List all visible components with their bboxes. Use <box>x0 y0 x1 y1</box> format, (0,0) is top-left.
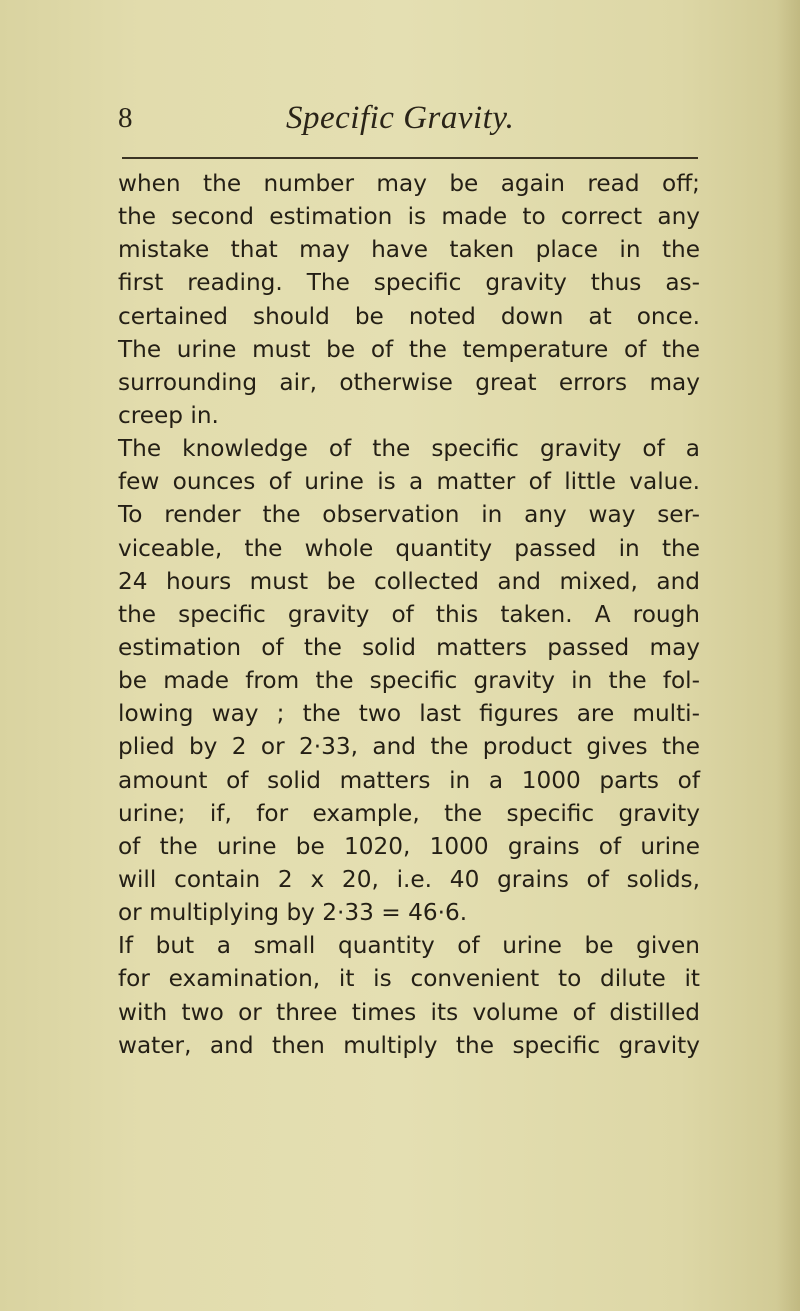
page-edge-shadow <box>776 0 800 1311</box>
header-rule <box>122 157 698 159</box>
page-number: 8 <box>118 102 133 134</box>
text-line: If but a small quantity of urine be given <box>118 932 700 960</box>
text-line: for examination, it is convenient to dilute it <box>118 965 700 993</box>
text-line: first reading. The specific gravity thus as- <box>118 269 700 297</box>
body-text <box>118 167 700 1062</box>
text-line: lowing way ; the two last figures are multi- <box>118 700 700 728</box>
text-line: mistake that may have taken place in the <box>118 236 700 264</box>
text-line: with two or three times its volume of distilled <box>118 998 700 1026</box>
text-line: will contain 2 x 20, i.e. 40 grains of solids, <box>118 865 700 893</box>
text-line: plied by 2 or 2·33, and the product gives the <box>118 733 700 761</box>
text-line: creep in. <box>118 401 219 429</box>
text-line: the specific gravity of this taken. A rough <box>118 600 700 628</box>
text-line: To render the observation in any way ser- <box>118 501 700 529</box>
text-line: certained should be noted down at once. <box>118 302 700 330</box>
text-line: when the number may be again read off; <box>118 170 700 197</box>
text-line: few ounces of urine is a matter of little value. <box>118 468 700 496</box>
text-line: The knowledge of the specific gravity of a <box>118 435 700 463</box>
text-line: The urine must be of the temperature of the <box>118 335 700 363</box>
text-line: water, and then multiply the specific gravity <box>118 1031 700 1059</box>
text-line: or multiplying by 2·33 = 46·6. <box>118 899 468 927</box>
text-line: the second estimation is made to correct any <box>118 203 700 231</box>
page-header <box>118 100 698 144</box>
running-title: Specific Gravity. <box>286 100 515 136</box>
text-line: be made from the specific gravity in the fol- <box>118 667 700 695</box>
text-line: 24 hours must be collected and mixed, and <box>118 567 700 595</box>
text-line: surrounding air, otherwise great errors may <box>118 368 700 396</box>
text-line: of the urine be 1020, 1000 grains of urine <box>118 832 700 860</box>
text-line: urine; if, for example, the specific gravity <box>118 799 700 827</box>
text-line: amount of solid matters in a 1000 parts of <box>118 766 700 794</box>
text-line: viceable, the whole quantity passed in the <box>118 534 700 562</box>
text-line: estimation of the solid matters passed may <box>118 633 700 661</box>
